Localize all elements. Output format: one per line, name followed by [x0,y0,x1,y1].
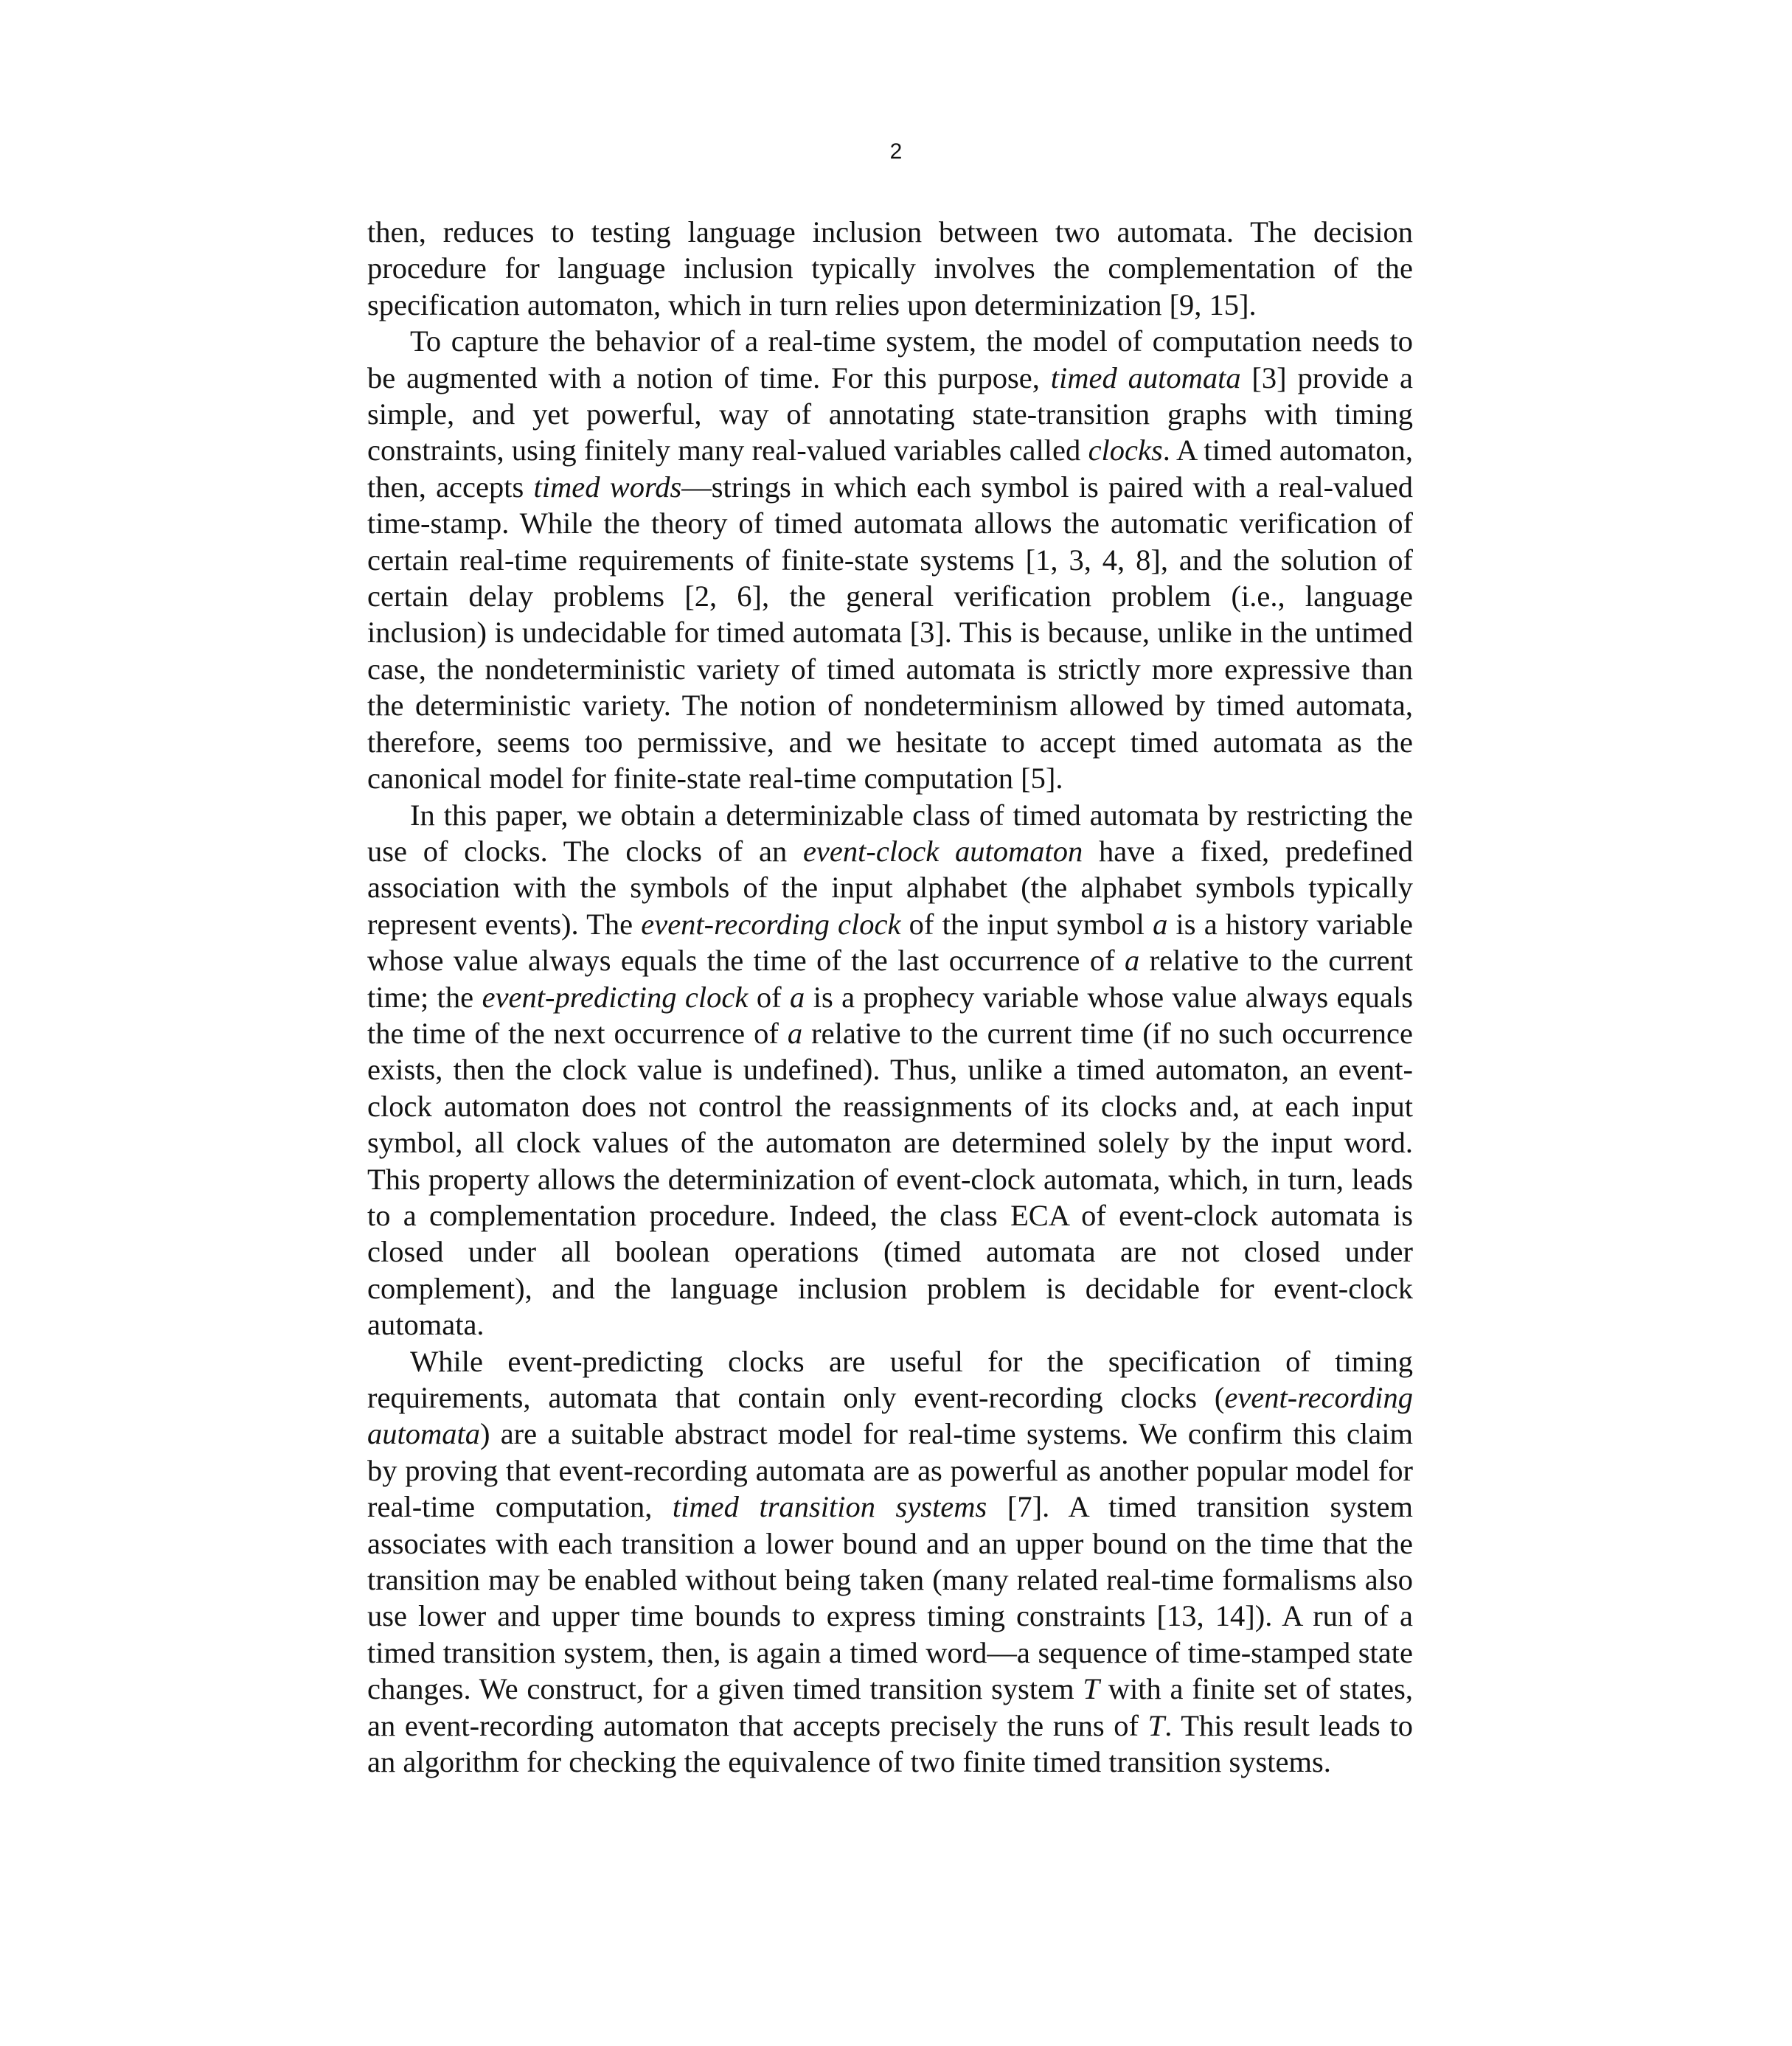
text-run: To capture the behavior of a real-time system, the model of computation needs to be augmented with a notion of time. For this purpose, [367,324,1413,394]
italic-term: T [1147,1708,1165,1742]
italic-term: clocks [1088,434,1163,467]
text-run: with a finite set of states, an event-recording automaton that accepts precisely the runs of [367,1672,1413,1742]
italic-term: timed words [533,470,682,504]
text-run: ) are a suitable abstract model for real-time systems. We confirm this claim by proving that event-recording automata are as powerful as another popular model for real-time computation, [367,1417,1413,1524]
text-run: . This result leads to an algorithm for checking the equivalence of two finite timed transition systems. [367,1708,1413,1779]
italic-term: a [1153,907,1168,941]
italic-term: a [1124,944,1140,978]
body-text [367,214,1413,1780]
paragraph [367,323,1413,796]
italic-term: event-clock automaton [802,834,1083,868]
italic-term: timed automata [1050,361,1241,394]
text-run: While event-predicting clocks are useful for the specification of timing requirements, automata that contain only event-recording clocks ( [367,1344,1413,1414]
italic-term: T [1083,1672,1100,1706]
italic-term: event-recording automata [367,1381,1413,1451]
italic-term: timed transition systems [672,1490,987,1524]
text-run: of the input symbol [900,907,1153,941]
italic-term: event-recording clock [641,907,901,941]
text-run: have a fixed, predefined association with the symbols of the input alphabet (the alphabet symbols typically represent events). The [367,834,1413,941]
italic-term: event-predicting clock [482,980,749,1014]
text-run: In this paper, we obtain a determinizable class of timed automata by restricting the use of clocks. The clocks of an [367,798,1413,868]
paragraph [367,214,1413,323]
text-run: [7]. A timed transition system associates with each transition a lower bound and an upper bound on the time that the transition may be enabled without being taken (many related real-time formalisms also use lower and upper time bounds to express timing constraints [13, 14]). A run of a timed transition system, then, is again a timed word—a sequence of time-stamped state changes. We construct, for a given timed transition system [367,1490,1413,1706]
text-run: [3] provide a simple, and yet powerful, way of annotating state-transition graphs with timing constraints, using finitely many real-valued variables called [367,361,1414,467]
text-run: —strings in which each symbol is paired with a real-valued time-stamp. While the theory of timed automata allows the automatic verification of certain real-time requirements of finite-state systems [1, 3, 4, 8], and the solution of certain delay problems [2, 6], the general verification problem (i.e., language inclusion) is undecidable for timed automata [3]. This is because, unlike in the untimed case, the nondeterministic variety of timed automata is strictly more expressive than the deterministic variety. The notion of nondeterminism allowed by timed automata, therefore, seems too permissive, and we hesitate to accept timed automata as the canonical model for finite-state real-time computation [5]. [367,470,1414,796]
text-run: relative to the current time (if no such occurrence exists, then the clock value is undefined). Thus, unlike a timed automaton, an event-clock automaton does not control the reassignments of its clocks and, at each input symbol, all clock values of the automaton are determined solely by the input word. This property allows the determinization of event-clock automata, which, in turn, leads to a complementation procedure. Indeed, the class ECA of event-clock automata is closed under all boolean operations (timed automata are not closed under complement), and the language inclusion problem is decidable for event-clock automata. [367,1016,1413,1342]
text-run: then, reduces to testing language inclusion between two automata. The decision procedure for language inclusion typically involves the complementation of the specification automaton, which in turn relies upon determinization [9, 15]. [367,215,1413,321]
text-run: is a prophecy variable whose value always equals the time of the next occurrence of [367,980,1414,1050]
italic-term: a [790,980,805,1014]
text-run: . A timed automaton, then, accepts [367,434,1413,504]
text-run: of [748,980,790,1014]
text-run: is a history variable whose value always equals the time of the last occurrence of [367,907,1413,978]
page-number: 2 [889,139,903,164]
paragraph [367,1343,1413,1781]
text-run: relative to the current time; the [367,944,1413,1014]
italic-term: a [787,1016,803,1050]
paragraph [367,797,1413,1343]
